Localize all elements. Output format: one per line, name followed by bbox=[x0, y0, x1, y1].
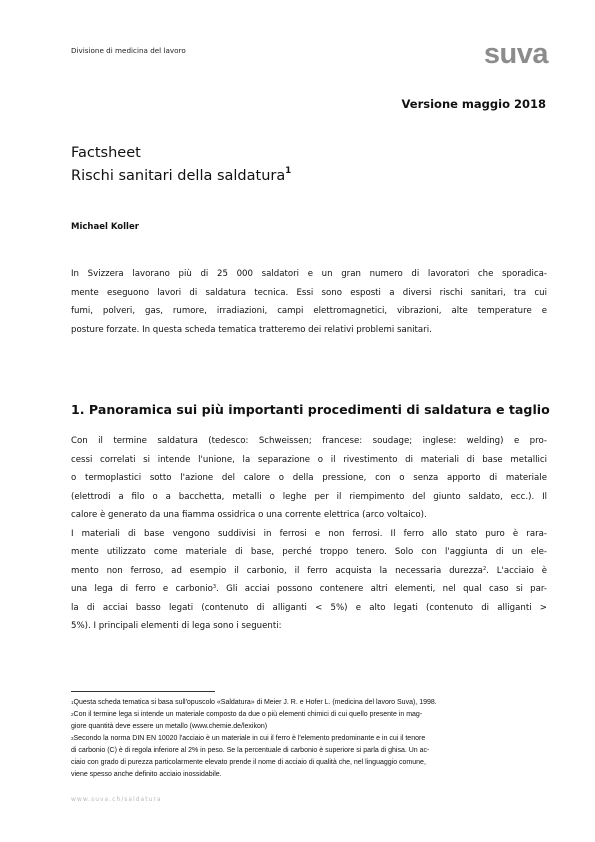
text-line: (elettrodi a filo o a bacchetta, metalli o leghe per il riempimento del giunto saldato, ecc.). Il bbox=[71, 491, 547, 502]
footnote-3-cont: di carbonio (C) è di regola inferiore al 2% in peso. Se la percentuale di carbonio è superiore si parla di ghisa. Un ac- bbox=[71, 747, 430, 754]
text-line: In Svizzera lavorano più di 25 000 saldatori e un gran numero di lavoratori che sporadica- bbox=[71, 269, 547, 279]
text-line: I materiali di base vengono suddivisi in ferrosi e non ferrosi. Il ferro allo stato puro è rara- bbox=[71, 528, 547, 539]
text-line: mente eseguono lavori di saldatura tecnica. Essi sono esposti a diversi rischi sanitari, tra cui bbox=[71, 287, 547, 298]
suva-logo: suva bbox=[483, 38, 548, 70]
text-line: cessi correlati si intende l'unione, la separazione o il rivestimento di materiali di base metallici bbox=[71, 454, 547, 465]
text-line: calore è generato da una fiamma ossidrica o una corrente elettrica (arco voltaico). bbox=[71, 510, 427, 520]
footnote-ref[interactable]: 3 bbox=[212, 584, 217, 590]
footnote-ref[interactable]: 2 bbox=[482, 565, 487, 572]
footnote-2: $^2$Con il termine lega si intende un materiale composto da due o più elementi chimici di cui quello presente in mag- bbox=[71, 711, 423, 718]
text-line: fumi, polveri, gas, rumore, irradiazioni, campi elettromagnetici, vibrazioni, alte temperature e bbox=[71, 306, 547, 316]
footnote-3: $^3$Secondo la norma DIN EN 10020 l'acciaio è un materiale in cui il ferro è l'elemento predominante e in cui il tenore bbox=[71, 735, 426, 742]
footnote-3-cont: ciaio con grado di purezza particolarmente elevato prende il nome di acciaio di qualità che, nel linguaggio comune, bbox=[71, 759, 426, 766]
footer-url-link[interactable]: www.suva.ch/saldatura bbox=[71, 796, 162, 803]
doc-type-title: Factsheet bbox=[71, 145, 141, 161]
text-line: o termoplastici sotto l'azione del calore o della pressione, con o senza apporto di materiale bbox=[71, 473, 547, 483]
text-line: mento non ferroso, ad esempio il carbonio, il ferro acquista la necessaria durezza$^2$. L'acciaio è bbox=[71, 565, 547, 576]
text-line: posture forzate. In questa scheda tematica tratteremo dei relativi problemi sanitari. bbox=[71, 324, 432, 335]
footnote-ref[interactable]: 1 bbox=[285, 166, 292, 176]
version-date: Versione maggio 2018 bbox=[401, 97, 546, 111]
intro-paragraph bbox=[71, 265, 547, 339]
text-line: la di acciai basso legati (contenuto di alliganti < 5%) e alto legati (contenuto di alliganti > bbox=[71, 602, 547, 613]
text-line: mente utilizzato come materiale di base, perché troppo tenero. Solo con l'aggiunta di un ele- bbox=[71, 547, 547, 557]
page-title: Rischi sanitari della saldatura$^1$ bbox=[71, 166, 292, 184]
division-label: Divisione di medicina del lavoro bbox=[71, 46, 186, 55]
footnotes bbox=[71, 697, 547, 781]
section-heading: 1. Panoramica sui più importanti procedimenti di saldatura e taglio bbox=[71, 402, 550, 417]
text-line: 5%). I principali elementi di lega sono i seguenti: bbox=[71, 621, 282, 631]
footnote-3-cont: viene spesso anche definito acciaio inossidabile. bbox=[71, 771, 222, 778]
footnote-1: $^1$Questa scheda tematica si basa sull'opuscolo «Saldatura» di Meier J. R. e Hofer L. (medicina del lavoro Suva), 1998. bbox=[71, 699, 437, 706]
author-name: Michael Koller bbox=[71, 222, 139, 232]
section-body bbox=[71, 432, 547, 636]
text-line: Con il termine saldatura (tedesco: Schweissen; francese: soudage; inglese: welding) e pro- bbox=[71, 436, 547, 446]
footnote-divider bbox=[71, 691, 215, 692]
footnote-2-cont: giore quantità deve essere un metallo (www.chemie.de/lexikon) bbox=[71, 723, 268, 730]
text-line: una lega di ferro e carbonio$^3$. Gli acciai possono contenere altri elementi, nel qual caso si par- bbox=[71, 584, 547, 594]
